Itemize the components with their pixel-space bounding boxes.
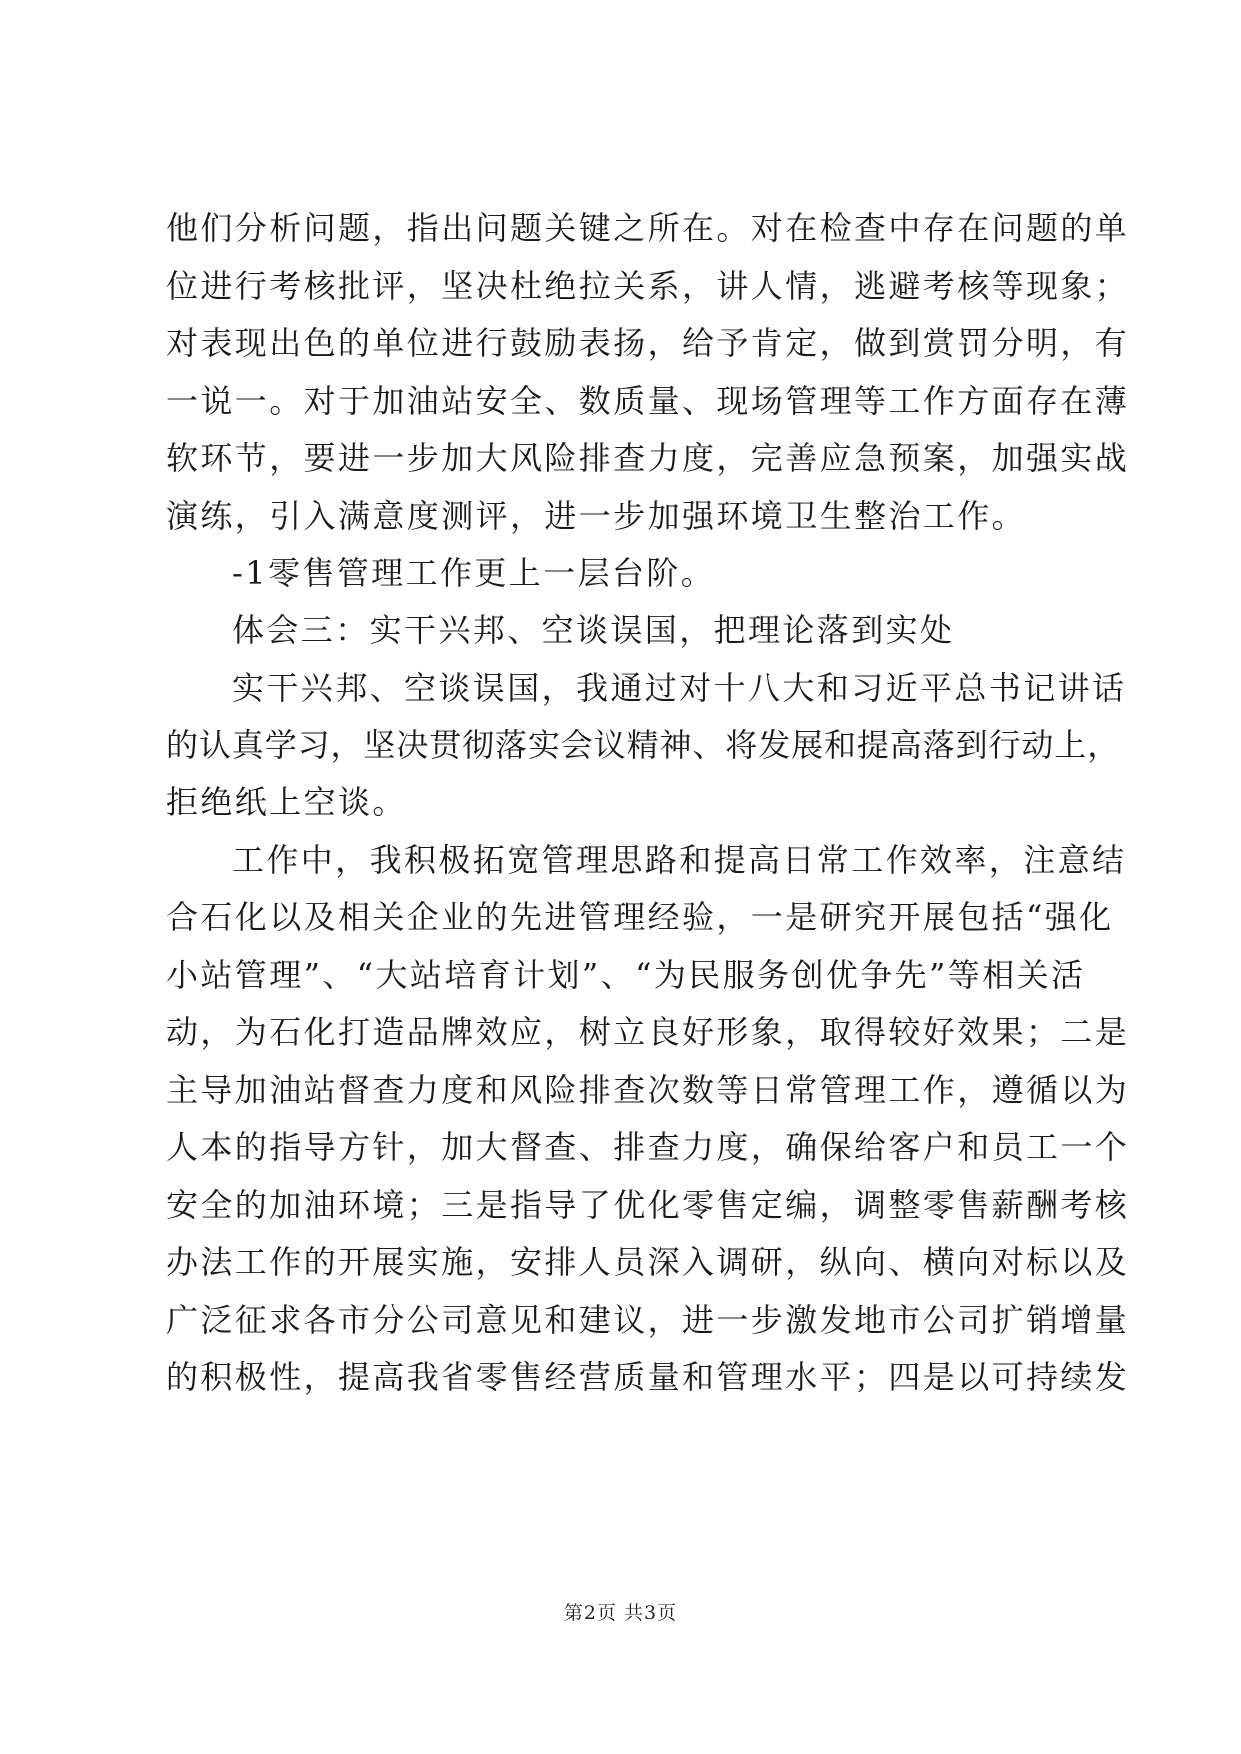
text-line-9: 实干兴邦、空谈误国，我通过对十八大和习近平总书记讲话	[232, 669, 1127, 707]
text-line-15: 动，为石化打造品牌效应，树立良好形象，取得较好效果；二是	[166, 1013, 1130, 1051]
text-line-20: 广泛征求各市分公司意见和建议，进一步激发地市公司扩销增量	[166, 1301, 1130, 1339]
text-line-3: 对表现出色的单位进行鼓励表扬，给予肯定，做到赏罚分明，有	[166, 324, 1130, 362]
page-footer: 第2页 共3页	[563, 1602, 678, 1624]
text-line-12: 工作中，我积极拓宽管理思路和提高日常工作效率，注意结	[232, 841, 1127, 879]
text-line-18: 安全的加油环境；三是指导了优化零售定编，调整零售薪酬考核	[166, 1186, 1130, 1224]
text-line-16: 主导加油站督查力度和风险排查次数等日常管理工作，遵循以为	[166, 1071, 1130, 1109]
text-line-17: 人本的指导方针，加大督查、排查力度，确保给客户和员工一个	[166, 1128, 1130, 1166]
text-line-11: 拒绝纸上空谈。	[166, 783, 407, 821]
text-line-1: 他们分析问题，指出问题关键之所在。对在检查中存在问题的单	[166, 209, 1130, 247]
text-line-19: 办法工作的开展实施，安排人员深入调研，纵向、横向对标以及	[166, 1243, 1130, 1281]
text-line-6: 演练，引入满意度测评，进一步加强环境卫生整治工作。	[166, 497, 1027, 535]
text-line-2: 位进行考核批评，坚决杜绝拉关系，讲人情，逃避考核等现象；	[166, 267, 1130, 305]
text-line-13: 合石化以及相关企业的先进管理经验，一是研究开展包括“强化	[166, 898, 1114, 936]
text-line-4: 一说一。对于加油站安全、数质量、现场管理等工作方面存在薄	[166, 382, 1130, 420]
text-line-10: 的认真学习，坚决贯彻落实会议精神、将发展和提高落到行动上，	[166, 726, 1121, 764]
text-line-7: -1零售管理工作更上一层台阶。	[232, 554, 716, 592]
text-line-5: 软环节，要进一步加大风险排查力度，完善应急预案，加强实战	[166, 439, 1130, 477]
text-line-21: 的积极性，提高我省零售经营质量和管理水平；四是以可持续发	[166, 1358, 1130, 1396]
text-line-14: 小站管理”、“大站培育计划”、“为民服务创优争先”等相关活	[166, 956, 1086, 994]
section-heading: 体会三：实干兴邦、空谈误国，把理论落到实处	[232, 611, 955, 649]
